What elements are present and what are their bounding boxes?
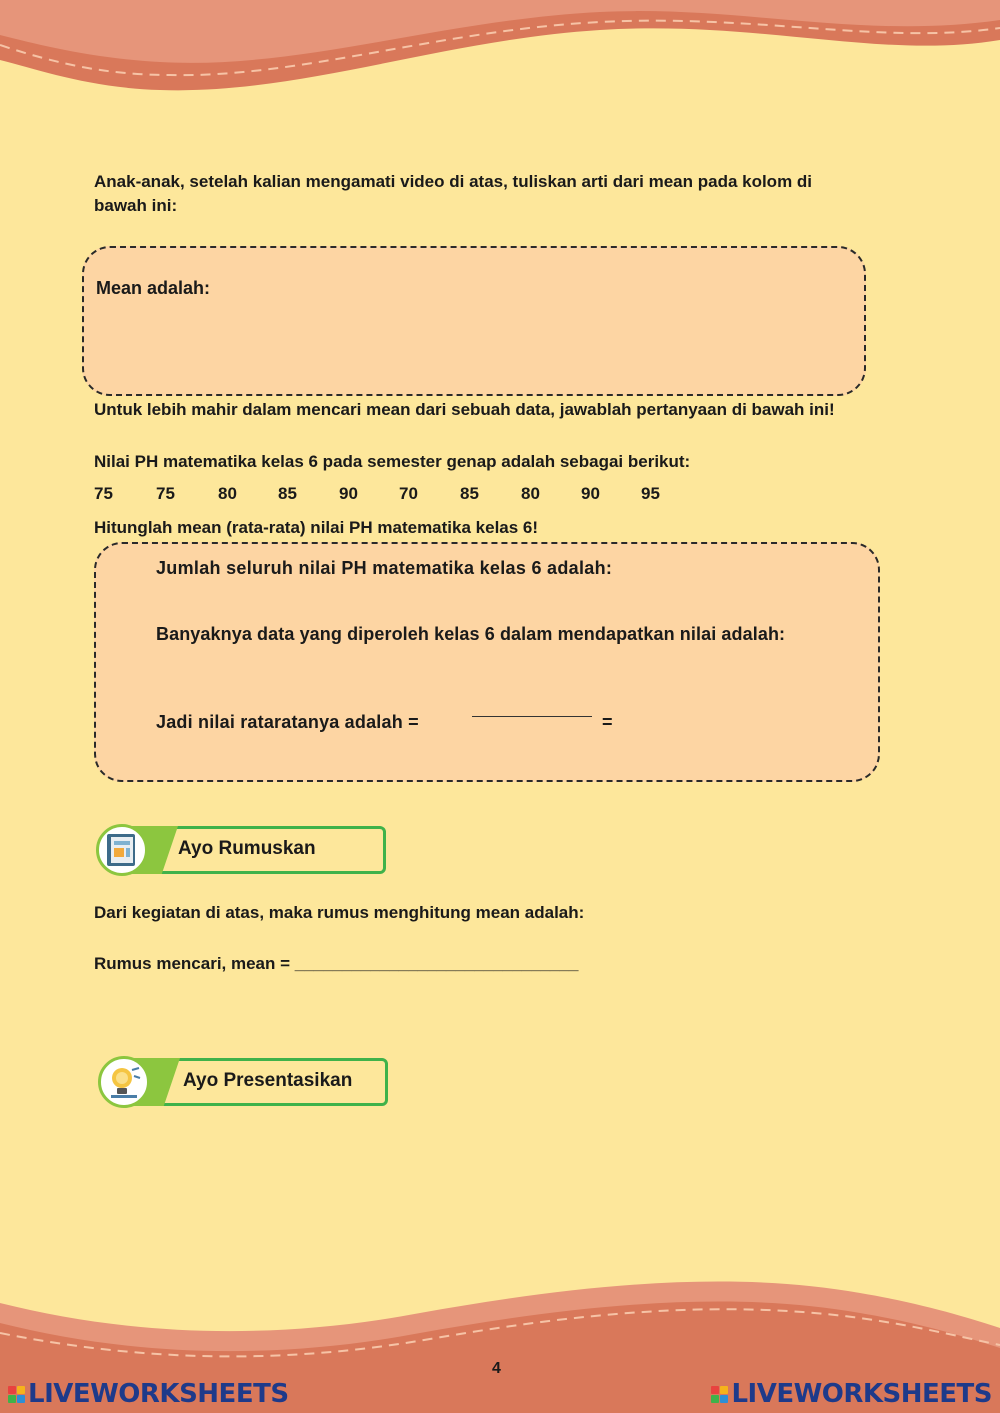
ayo-presentasikan-title: Ayo Presentasikan	[183, 1070, 353, 1091]
value-item: 85	[278, 484, 297, 503]
intro-line-2: bawah ini:	[94, 196, 178, 215]
value-item: 80	[521, 484, 540, 503]
count-label: Banyaknya data yang diperoleh kelas 6 dalam mendapatkan nilai adalah:	[156, 624, 786, 644]
mean-question: Hitunglah mean (rata-rata) nilai PH matematika kelas 6!	[94, 518, 539, 537]
ayo-rumuskan-header	[96, 826, 386, 878]
calculation-box	[94, 542, 880, 782]
value-item: 75	[156, 484, 175, 503]
brand-name: LIVEWORKSHEETS	[28, 1379, 289, 1409]
value-item: 75	[94, 484, 113, 503]
value-item: 90	[581, 484, 600, 503]
rumuskan-text: Dari kegiatan di atas, maka rumus menghitung mean adalah:	[94, 903, 585, 922]
lightbulb-icon	[106, 1064, 142, 1100]
value-item: 70	[399, 484, 418, 503]
book-icon	[105, 832, 139, 868]
data-intro: Nilai PH matematika kelas 6 pada semester genap adalah sebagai berikut:	[94, 452, 691, 471]
brand-name: LIVEWORKSHEETS	[731, 1379, 992, 1409]
value-item: 80	[218, 484, 237, 503]
brand-logo-left[interactable]	[8, 1379, 289, 1409]
brand-logo-right[interactable]	[711, 1379, 992, 1409]
mean-answer-box[interactable]	[82, 246, 866, 396]
intro-line-1: Anak-anak, setelah kalian mengamati video di atas, tuliskan arti dari mean pada kolom di	[94, 172, 813, 191]
sum-label: Jumlah seluruh nilai PH matematika kelas 6 adalah:	[156, 558, 613, 578]
fraction-line	[472, 716, 592, 717]
value-item: 95	[641, 484, 660, 503]
mean-formula[interactable]: Rumus mencari, mean = ______________________________	[94, 954, 579, 973]
logo-grid-icon	[8, 1386, 25, 1403]
value-item: 85	[460, 484, 479, 503]
equals-sign: =	[602, 712, 613, 732]
mean-label: Mean adalah:	[96, 278, 211, 298]
page-number: 4	[492, 1360, 501, 1377]
ayo-presentasikan-header	[98, 1058, 390, 1110]
value-item: 90	[339, 484, 358, 503]
average-label: Jadi nilai rataratanya adalah =	[156, 712, 419, 732]
top-wave-decoration	[0, 0, 1000, 110]
practice-instruction: Untuk lebih mahir dalam mencari mean dari sebuah data, jawablah pertanyaan di bawah ini!	[94, 400, 835, 419]
logo-grid-icon	[711, 1386, 728, 1403]
ayo-rumuskan-title: Ayo Rumuskan	[178, 838, 316, 859]
